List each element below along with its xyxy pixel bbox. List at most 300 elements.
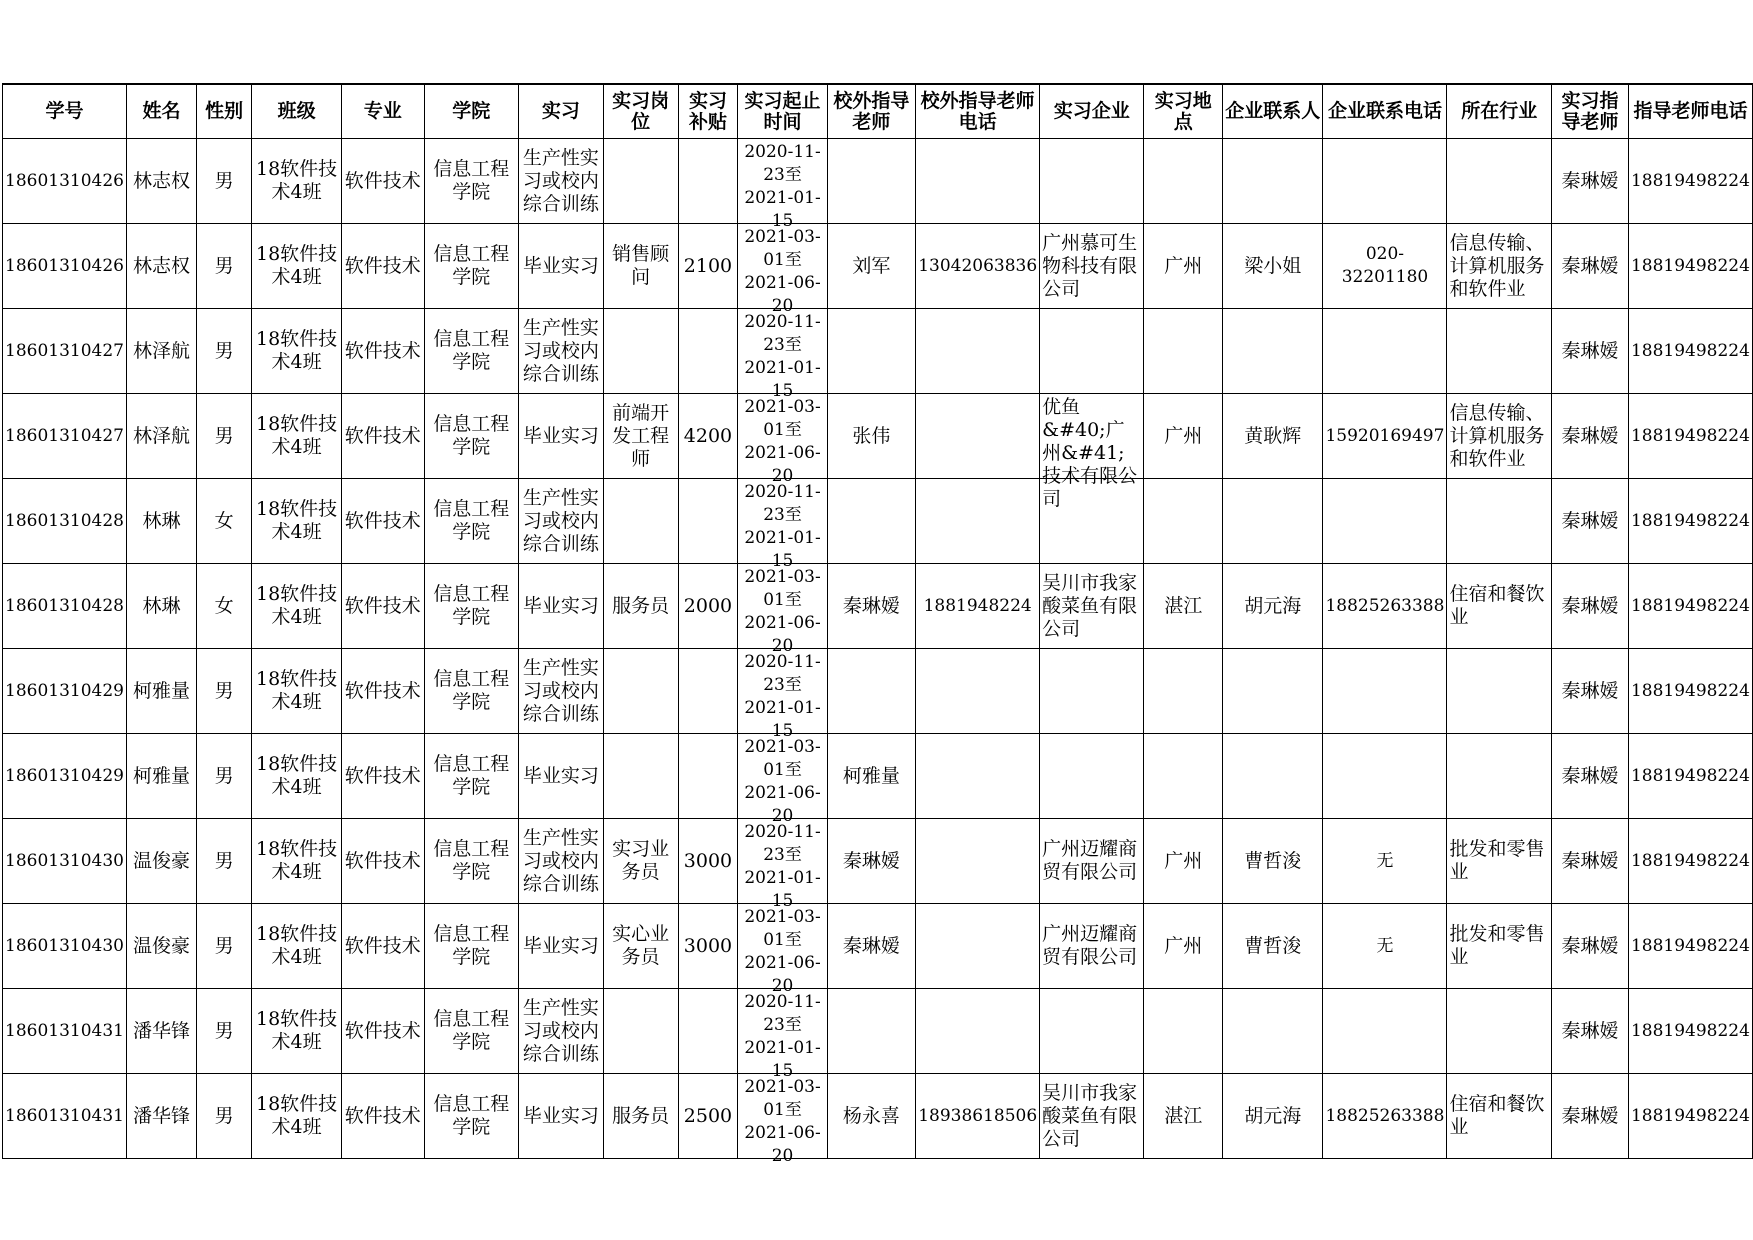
table-cell [1040, 224, 1144, 309]
table-cell [1223, 139, 1323, 224]
column-header: 校外指导老师 [827, 84, 916, 139]
table-cell [126, 564, 196, 649]
table-cell [1552, 649, 1629, 734]
cell-text: 林泽航 [132, 339, 190, 362]
cell-text: 生产性实习或校内综合训练 [522, 826, 599, 895]
table-cell [519, 1074, 604, 1159]
table-cell [341, 309, 424, 394]
table-cell [1223, 649, 1323, 734]
cell-text: 梁小姐 [1244, 254, 1302, 277]
table-cell [1323, 1074, 1447, 1159]
cell-text: 18软件技术4班 [255, 1008, 338, 1053]
table-cell [827, 564, 916, 649]
cell-text: 18819498224 [1630, 170, 1750, 191]
cell-text: 18825263388 [1325, 595, 1445, 616]
cell-text: 胡元海 [1244, 1104, 1302, 1127]
cell-text: 秦琳嫒 [1561, 679, 1619, 702]
table-cell [1552, 139, 1629, 224]
cell-text: 湛江 [1164, 1104, 1203, 1127]
table-cell [252, 734, 342, 819]
table-cell [1447, 224, 1552, 309]
cell-text: 18601310430 [5, 935, 124, 956]
table-cell [424, 819, 518, 904]
table-cell [1144, 139, 1223, 224]
table-cell [827, 989, 916, 1074]
table-cell [1628, 819, 1752, 904]
table-row [3, 1074, 1753, 1159]
cell-text: 软件技术 [344, 849, 421, 872]
table-cell [341, 649, 424, 734]
table-cell [738, 904, 827, 996]
table-cell [1552, 734, 1629, 819]
table-cell [252, 224, 342, 309]
table-cell [341, 564, 424, 649]
cell-text: 实习业务员 [612, 838, 670, 883]
cell-text: 男 [214, 764, 234, 787]
cell-text: 2020-11-23至2021-01-15 [744, 992, 821, 1081]
cell-text: 18601310428 [5, 595, 124, 616]
cell-text: 18软件技术4班 [255, 243, 338, 288]
table-cell [916, 309, 1040, 394]
table-cell [738, 734, 827, 826]
table-row [3, 309, 1753, 394]
table-cell [519, 224, 604, 309]
table-cell [196, 649, 251, 734]
table-cell [196, 139, 251, 224]
table-cell [1552, 564, 1629, 649]
column-header: 实习指导老师 [1552, 84, 1629, 139]
table-cell [424, 139, 518, 224]
table-row [3, 224, 1753, 309]
cell-text: 服务员 [612, 594, 670, 617]
table-cell [827, 1074, 916, 1159]
cell-text: 秦琳嫒 [842, 934, 900, 957]
cell-text: 18软件技术4班 [255, 413, 338, 458]
cell-text: 秦琳嫒 [1561, 169, 1619, 192]
table-cell [738, 819, 827, 911]
table-cell [1223, 564, 1323, 649]
table-cell [1144, 564, 1223, 649]
cell-text: 优鱼&#40;广州&#41;技术有限公司 [1042, 396, 1138, 510]
cell-text: 18601310426 [5, 170, 124, 191]
table-cell [1447, 479, 1552, 564]
cell-text: 秦琳嫒 [842, 594, 900, 617]
table-cell [738, 989, 827, 1081]
table-cell [424, 479, 518, 564]
cell-text: 毕业实习 [522, 764, 599, 787]
table-cell [1628, 904, 1752, 989]
table-cell [1323, 564, 1447, 649]
cell-text: 无 [1376, 935, 1394, 956]
cell-text: 2000 [683, 594, 733, 617]
table-cell [827, 649, 916, 734]
table-cell [678, 819, 738, 904]
cell-text: 潘华锋 [132, 1104, 190, 1127]
column-header: 性别 [196, 84, 251, 139]
cell-text: 生产性实习或校内综合训练 [522, 996, 599, 1065]
cell-text: 男 [214, 169, 234, 192]
table-cell [678, 309, 738, 394]
table-cell [519, 819, 604, 904]
cell-text: 信息传输、计算机服务和软件业 [1449, 401, 1545, 470]
cell-text: 18825263388 [1325, 1105, 1445, 1126]
table-cell [1628, 649, 1752, 734]
cell-text: 2021-03-01至2021-06-20 [744, 397, 821, 486]
cell-text: 秦琳嫒 [1561, 509, 1619, 532]
cell-text: 住宿和餐饮业 [1449, 583, 1545, 628]
cell-text: 秦琳嫒 [1561, 1104, 1619, 1127]
table-row [3, 649, 1753, 734]
cell-text: 18601310427 [5, 340, 124, 361]
table-cell [1040, 139, 1144, 224]
table-cell [1040, 564, 1144, 649]
table-cell [126, 309, 196, 394]
table-cell [519, 394, 604, 479]
table-cell [1447, 1074, 1552, 1159]
cell-text: 秦琳嫒 [1561, 254, 1619, 277]
cell-text: 销售顾问 [612, 243, 670, 288]
table-cell [1323, 734, 1447, 819]
cell-text: 2020-11-23至2021-01-15 [744, 312, 821, 401]
table-cell [1628, 989, 1752, 1074]
table-cell [252, 904, 342, 989]
table-cell [1628, 479, 1752, 564]
table-cell [678, 734, 738, 819]
table-cell [1223, 734, 1323, 819]
cell-text: 秦琳嫒 [1561, 339, 1619, 362]
cell-text: 女 [214, 594, 234, 617]
cell-text: 18软件技术4班 [255, 668, 338, 713]
cell-text: 毕业实习 [522, 424, 599, 447]
cell-text: 柯雅量 [842, 764, 900, 787]
table-row [3, 139, 1753, 224]
cell-text: 软件技术 [344, 594, 421, 617]
cell-text: 广州慕可生物科技有限公司 [1042, 231, 1138, 300]
cell-text: 广州迈耀商贸有限公司 [1042, 923, 1138, 968]
table-cell [519, 479, 604, 564]
table-cell [252, 479, 342, 564]
cell-text: 2020-11-23至2021-01-15 [744, 482, 821, 571]
table-cell [738, 564, 827, 656]
table-row [3, 734, 1753, 819]
table-cell [3, 1074, 127, 1159]
table-cell [1323, 224, 1447, 309]
cell-text: 秦琳嫒 [1561, 849, 1619, 872]
table-cell [1552, 819, 1629, 904]
table-cell [3, 309, 127, 394]
table-cell [603, 309, 678, 394]
cell-text: 广州迈耀商贸有限公司 [1042, 838, 1138, 883]
table-cell [916, 224, 1040, 309]
table-cell [738, 394, 827, 486]
table-cell [1447, 819, 1552, 904]
table-cell [519, 989, 604, 1074]
table-cell [196, 224, 251, 309]
cell-text: 18软件技术4班 [255, 1093, 338, 1138]
cell-text: 18601310427 [5, 425, 124, 446]
cell-text: 18601310426 [5, 255, 124, 276]
cell-text: 信息工程学院 [433, 1008, 510, 1053]
cell-text: 软件技术 [344, 169, 421, 192]
table-cell [1552, 479, 1629, 564]
cell-text: 18819498224 [1630, 1020, 1750, 1041]
cell-text: 秦琳嫒 [1561, 424, 1619, 447]
table-cell [1447, 309, 1552, 394]
table-cell [196, 819, 251, 904]
cell-text: 林志权 [132, 169, 190, 192]
table-cell [126, 989, 196, 1074]
column-header: 专业 [341, 84, 424, 139]
cell-text: 18601310431 [5, 1105, 124, 1126]
table-cell [196, 564, 251, 649]
table-cell [1323, 989, 1447, 1074]
table-cell [916, 139, 1040, 224]
table-cell [678, 479, 738, 564]
cell-text: 潘华锋 [132, 1019, 190, 1042]
table-cell [827, 394, 916, 479]
table-cell [1628, 394, 1752, 479]
cell-text: 秦琳嫒 [1561, 1019, 1619, 1042]
cell-text: 13042063836 [918, 255, 1038, 276]
table-cell [341, 394, 424, 479]
cell-text: 软件技术 [344, 1019, 421, 1042]
table-cell [1223, 394, 1323, 479]
table-cell [1447, 564, 1552, 649]
cell-text: 男 [214, 1104, 234, 1127]
cell-text: 男 [214, 679, 234, 702]
cell-text: 生产性实习或校内综合训练 [522, 486, 599, 555]
table-cell [252, 1074, 342, 1159]
table-cell [1447, 989, 1552, 1074]
cell-text: 2021-03-01至2021-06-20 [744, 907, 821, 996]
cell-text: 张伟 [852, 424, 891, 447]
table-cell [1040, 819, 1144, 904]
table-cell [126, 734, 196, 819]
column-header: 实习补贴 [678, 84, 738, 139]
cell-text: 生产性实习或校内综合训练 [522, 146, 599, 215]
table-cell [1447, 139, 1552, 224]
cell-text: 秦琳嫒 [1561, 934, 1619, 957]
table-cell [827, 479, 916, 564]
table-cell [603, 564, 678, 649]
cell-text: 杨永喜 [842, 1104, 900, 1127]
table-cell [1223, 479, 1323, 564]
cell-text: 林志权 [132, 254, 190, 277]
table-cell [424, 309, 518, 394]
table-cell [341, 904, 424, 989]
table-cell [519, 309, 604, 394]
table-cell [1552, 904, 1629, 989]
table-cell [1040, 989, 1144, 1074]
table-cell [678, 989, 738, 1074]
cell-text: 无 [1376, 850, 1394, 871]
cell-text: 毕业实习 [522, 1104, 599, 1127]
cell-text: 信息工程学院 [433, 583, 510, 628]
table-cell [678, 224, 738, 309]
cell-text: 020-32201180 [1341, 244, 1429, 287]
cell-text: 18软件技术4班 [255, 923, 338, 968]
cell-text: 温俊豪 [132, 849, 190, 872]
cell-text: 服务员 [612, 1104, 670, 1127]
table-cell [424, 734, 518, 819]
cell-text: 4200 [683, 424, 733, 447]
table-cell [1144, 734, 1223, 819]
cell-text: 2021-03-01至2021-06-20 [744, 567, 821, 656]
column-header: 学院 [424, 84, 518, 139]
cell-text: 软件技术 [344, 424, 421, 447]
table-cell [827, 139, 916, 224]
table-cell [424, 989, 518, 1074]
cell-text: 广州 [1164, 849, 1203, 872]
column-header: 实习起止时间 [738, 84, 827, 139]
table-cell [738, 224, 827, 316]
cell-text: 曹哲浚 [1244, 934, 1302, 957]
table-cell [1628, 734, 1752, 819]
column-header: 实习企业 [1040, 84, 1144, 139]
table-cell [1628, 139, 1752, 224]
cell-text: 林琳 [142, 594, 181, 617]
table-cell [1628, 224, 1752, 309]
cell-text: 实心业务员 [612, 923, 670, 968]
table-cell [1552, 394, 1629, 479]
table-cell [1040, 394, 1144, 510]
cell-text: 18819498224 [1630, 510, 1750, 531]
cell-text: 生产性实习或校内综合训练 [522, 316, 599, 385]
cell-text: 胡元海 [1244, 594, 1302, 617]
table-cell [603, 904, 678, 989]
cell-text: 柯雅量 [132, 679, 190, 702]
table-cell [827, 819, 916, 904]
table-cell [3, 989, 127, 1074]
table-cell [3, 819, 127, 904]
cell-text: 18软件技术4班 [255, 838, 338, 883]
table-cell [1223, 819, 1323, 904]
cell-text: 毕业实习 [522, 254, 599, 277]
cell-text: 刘军 [852, 254, 891, 277]
cell-text: 批发和零售业 [1449, 923, 1545, 968]
cell-text: 软件技术 [344, 509, 421, 532]
cell-text: 18819498224 [1630, 680, 1750, 701]
table-cell [519, 649, 604, 734]
table-cell [341, 224, 424, 309]
cell-text: 男 [214, 254, 234, 277]
table-cell [1040, 1074, 1144, 1159]
cell-text: 18软件技术4班 [255, 498, 338, 543]
cell-text: 2020-11-23至2021-01-15 [744, 822, 821, 911]
table-cell [603, 819, 678, 904]
table-cell [603, 394, 678, 479]
table-cell [827, 734, 916, 819]
table-cell [678, 564, 738, 649]
cell-text: 住宿和餐饮业 [1449, 1093, 1545, 1138]
table-cell [126, 479, 196, 564]
table-cell [603, 139, 678, 224]
table-cell [519, 139, 604, 224]
cell-text: 18软件技术4班 [255, 328, 338, 373]
table-cell [252, 989, 342, 1074]
cell-text: 18819498224 [1630, 340, 1750, 361]
cell-text: 男 [214, 424, 234, 447]
cell-text: 前端开发工程师 [612, 401, 670, 470]
table-cell [1628, 309, 1752, 394]
table-cell [1144, 309, 1223, 394]
table-cell [603, 479, 678, 564]
table-cell [196, 479, 251, 564]
table-cell [1552, 224, 1629, 309]
cell-text: 软件技术 [344, 764, 421, 787]
table-cell [678, 649, 738, 734]
cell-text: 曹哲浚 [1244, 849, 1302, 872]
cell-text: 广州 [1164, 934, 1203, 957]
cell-text: 信息工程学院 [433, 243, 510, 288]
table-cell [1447, 904, 1552, 989]
cell-text: 18819498224 [1630, 850, 1750, 871]
table-cell [196, 309, 251, 394]
table-cell [1144, 989, 1223, 1074]
table-cell [916, 1074, 1040, 1159]
table-cell [678, 904, 738, 989]
table-cell [916, 819, 1040, 904]
table-cell [916, 479, 1040, 564]
cell-text: 信息工程学院 [433, 328, 510, 373]
table-cell [252, 394, 342, 479]
table-cell [603, 989, 678, 1074]
cell-text: 18819498224 [1630, 425, 1750, 446]
table-cell [1144, 649, 1223, 734]
table-cell [341, 989, 424, 1074]
table-cell [252, 649, 342, 734]
cell-text: 软件技术 [344, 934, 421, 957]
table-cell [424, 649, 518, 734]
table-row [3, 394, 1753, 479]
table-cell [1040, 309, 1144, 394]
column-header: 所在行业 [1447, 84, 1552, 139]
cell-text: 软件技术 [344, 679, 421, 702]
table-cell [126, 1074, 196, 1159]
column-header: 学号 [3, 84, 127, 139]
table-cell [341, 479, 424, 564]
cell-text: 2100 [683, 254, 733, 277]
table-cell [341, 734, 424, 819]
table-row [3, 479, 1753, 564]
cell-text: 黄耿辉 [1244, 424, 1302, 447]
cell-text: 信息工程学院 [433, 1093, 510, 1138]
cell-text: 湛江 [1164, 594, 1203, 617]
cell-text: 信息工程学院 [433, 498, 510, 543]
table-cell [678, 139, 738, 224]
table-cell [3, 649, 127, 734]
cell-text: 吴川市我家酸菜鱼有限公司 [1042, 571, 1138, 640]
table-cell [738, 649, 827, 741]
column-header: 企业联系人 [1223, 84, 1323, 139]
cell-text: 批发和零售业 [1449, 838, 1545, 883]
column-header: 指导老师电话 [1628, 84, 1752, 139]
column-header: 实习岗位 [603, 84, 678, 139]
table-cell [126, 904, 196, 989]
cell-text: 18819498224 [1630, 765, 1750, 786]
table-cell [1323, 479, 1447, 564]
cell-text: 3000 [683, 849, 733, 872]
cell-text: 温俊豪 [132, 934, 190, 957]
cell-text: 林泽航 [132, 424, 190, 447]
column-header: 班级 [252, 84, 342, 139]
table-cell [1040, 904, 1144, 989]
cell-text: 18601310429 [5, 680, 124, 701]
cell-text: 软件技术 [344, 254, 421, 277]
table-cell [1223, 989, 1323, 1074]
table-cell [126, 139, 196, 224]
cell-text: 女 [214, 509, 234, 532]
